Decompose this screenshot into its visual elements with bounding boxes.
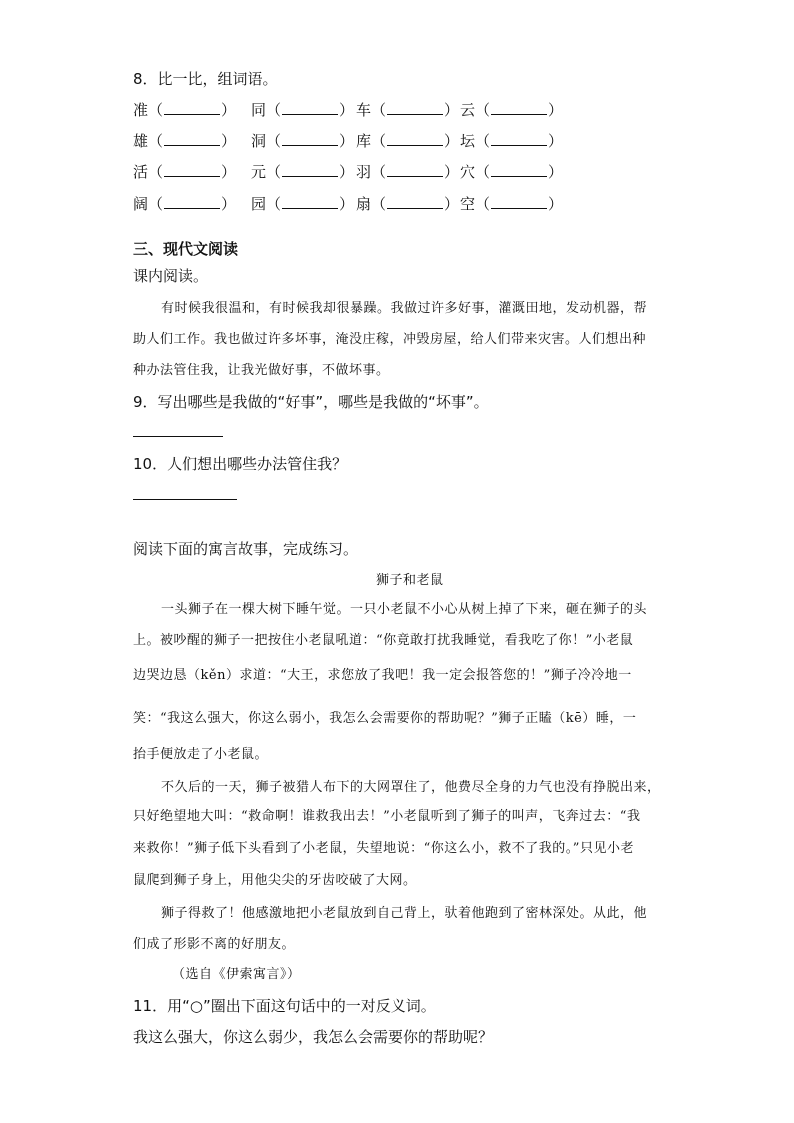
paren-open: （ xyxy=(148,132,164,150)
q8-character: 同 xyxy=(251,101,267,119)
fable-line: 不久后的一天，狮子被猎人布下的大网罩住了，他费尽全身的力气也没有挣脱出来， xyxy=(161,780,661,795)
paren-open: （ xyxy=(475,101,491,119)
fable-line: 们成了形影不离的好朋友。 xyxy=(133,937,296,952)
q8-word-cell xyxy=(460,99,563,120)
q9-answer-line[interactable] xyxy=(133,436,223,437)
answer-blank[interactable] xyxy=(491,194,547,209)
paren-open: （ xyxy=(371,195,387,213)
q8-word-cell xyxy=(133,130,236,151)
q8-word-cell xyxy=(251,130,354,151)
paren-close: ） xyxy=(548,195,564,213)
q8-word-cell xyxy=(251,193,354,214)
paren-close: ） xyxy=(339,163,355,181)
q9-text: 9．写出哪些是我做的“好事”，哪些是我做的“坏事”。 xyxy=(133,393,489,411)
q8-character: 活 xyxy=(133,163,149,181)
q8-character: 准 xyxy=(133,101,149,119)
paren-open: （ xyxy=(266,101,282,119)
q8-word-cell xyxy=(133,99,236,120)
paren-open: （ xyxy=(148,195,164,213)
fable-line: 只好绝望地大叫：“救命啊！谁救我出去！”小老鼠听到了狮子的叫声，飞奔过去：“我 xyxy=(133,809,641,824)
paren-open: （ xyxy=(475,132,491,150)
q8-word-cell xyxy=(356,161,459,182)
paren-open: （ xyxy=(475,195,491,213)
q11-sentence: 我这么强大，你这么弱少，我怎么会需要你的帮助呢？ xyxy=(133,1028,494,1046)
answer-blank[interactable] xyxy=(164,162,220,177)
paren-close: ） xyxy=(548,132,564,150)
q8-character: 扇 xyxy=(356,195,372,213)
paren-close: ） xyxy=(339,132,355,150)
answer-blank[interactable] xyxy=(282,100,338,115)
answer-blank[interactable] xyxy=(491,131,547,146)
q8-word-cell xyxy=(133,193,236,214)
q8-character: 阔 xyxy=(133,195,149,213)
paren-close: ） xyxy=(221,163,237,181)
q8-word-cell xyxy=(460,193,563,214)
section-heading: 三、现代文阅读 xyxy=(133,240,239,258)
paren-open: （ xyxy=(148,163,164,181)
fable-line: 一头狮子在一棵大树下睡午觉。一只小老鼠不小心从树上掉了下来，砸在狮子的头 xyxy=(161,602,648,617)
q8-word-cell xyxy=(356,99,459,120)
answer-blank[interactable] xyxy=(491,100,547,115)
paren-open: （ xyxy=(148,101,164,119)
answer-blank[interactable] xyxy=(164,100,220,115)
paren-close: ） xyxy=(444,195,460,213)
paren-close: ） xyxy=(221,195,237,213)
q8-character: 穴 xyxy=(460,163,476,181)
paren-open: （ xyxy=(266,195,282,213)
q8-character: 元 xyxy=(251,163,267,181)
fable-line: 鼠爬到狮子身上，用他尖尖的牙齿咬破了大网。 xyxy=(133,873,417,888)
fable-line: 边哭边恳（kěn）求道：“大王，求您放了我吧！我一定会报答您的！”狮子冷冷地一 xyxy=(133,668,632,683)
q8-character: 园 xyxy=(251,195,267,213)
q10-answer-line[interactable] xyxy=(133,499,237,500)
q10-text: 10．人们想出哪些办法管住我？ xyxy=(133,455,348,473)
q8-word-cell xyxy=(356,130,459,151)
q8-character: 羽 xyxy=(356,163,372,181)
paren-close: ） xyxy=(444,163,460,181)
paren-close: ） xyxy=(221,101,237,119)
q8-word-cell xyxy=(133,161,236,182)
answer-blank[interactable] xyxy=(491,162,547,177)
paren-close: ） xyxy=(444,132,460,150)
fable-line: 狮子得救了！他感激地把小老鼠放到自己背上，驮着他跑到了密林深处。从此，他 xyxy=(161,906,648,921)
q8-character: 坛 xyxy=(460,132,476,150)
paren-close: ） xyxy=(548,163,564,181)
paren-close: ） xyxy=(339,101,355,119)
answer-blank[interactable] xyxy=(387,194,443,209)
q8-word-cell xyxy=(460,161,563,182)
answer-blank[interactable] xyxy=(164,131,220,146)
section-subheading: 课内阅读。 xyxy=(133,267,209,285)
answer-blank[interactable] xyxy=(282,131,338,146)
fable-line: 抬手便放走了小老鼠。 xyxy=(133,747,269,762)
paren-close: ） xyxy=(548,101,564,119)
paren-close: ） xyxy=(339,195,355,213)
passage-line: 种办法管住我，让我光做好事，不做坏事。 xyxy=(133,363,390,378)
fable-source: （选自《伊索寓言》） xyxy=(172,967,301,982)
passage-line: 有时候我很温和，有时候我却很暴躁。我做过许多好事，灌溉田地，发动机器，帮 xyxy=(161,301,648,316)
paren-close: ） xyxy=(444,101,460,119)
paren-open: （ xyxy=(371,132,387,150)
paren-open: （ xyxy=(371,101,387,119)
fable-line: 来救你！”狮子低下头看到了小老鼠，失望地说：“你这么小，救不了我的。”只见小老 xyxy=(133,841,634,856)
answer-blank[interactable] xyxy=(282,162,338,177)
paren-open: （ xyxy=(475,163,491,181)
answer-blank[interactable] xyxy=(282,194,338,209)
q8-word-cell xyxy=(251,99,354,120)
q8-word-cell xyxy=(356,193,459,214)
q8-character: 洞 xyxy=(251,132,267,150)
fable-intro: 阅读下面的寓言故事，完成练习。 xyxy=(133,540,359,558)
q8-character: 车 xyxy=(356,101,372,119)
answer-blank[interactable] xyxy=(387,100,443,115)
answer-blank[interactable] xyxy=(164,194,220,209)
paren-open: （ xyxy=(371,163,387,181)
fable-line: 上。被吵醒的狮子一把按住小老鼠吼道：“你竟敢打扰我睡觉，看我吃了你！”小老鼠 xyxy=(133,633,634,648)
paren-open: （ xyxy=(266,132,282,150)
q8-word-cell xyxy=(460,130,563,151)
q8-character: 云 xyxy=(460,101,476,119)
q11-text: 11．用“○”圈出下面这句话中的一对反义词。 xyxy=(133,997,436,1015)
fable-title: 狮子和老鼠 xyxy=(376,573,444,588)
answer-blank[interactable] xyxy=(387,131,443,146)
paren-open: （ xyxy=(266,163,282,181)
paren-close: ） xyxy=(221,132,237,150)
q8-title: 8．比一比，组词语。 xyxy=(133,70,278,88)
q8-character: 库 xyxy=(356,132,372,150)
answer-blank[interactable] xyxy=(387,162,443,177)
fable-line: 笑：“我这么强大，你这么弱小，我怎么会需要你的帮助呢？”狮子正瞌（kē）睡，一 xyxy=(133,711,637,726)
passage-line: 助人们工作。我也做过许多坏事，淹没庄稼，冲毁房屋，给人们带来灾害。人们想出种 xyxy=(133,332,647,347)
q8-character: 雄 xyxy=(133,132,149,150)
q8-character: 空 xyxy=(460,195,476,213)
q8-word-cell xyxy=(251,161,354,182)
